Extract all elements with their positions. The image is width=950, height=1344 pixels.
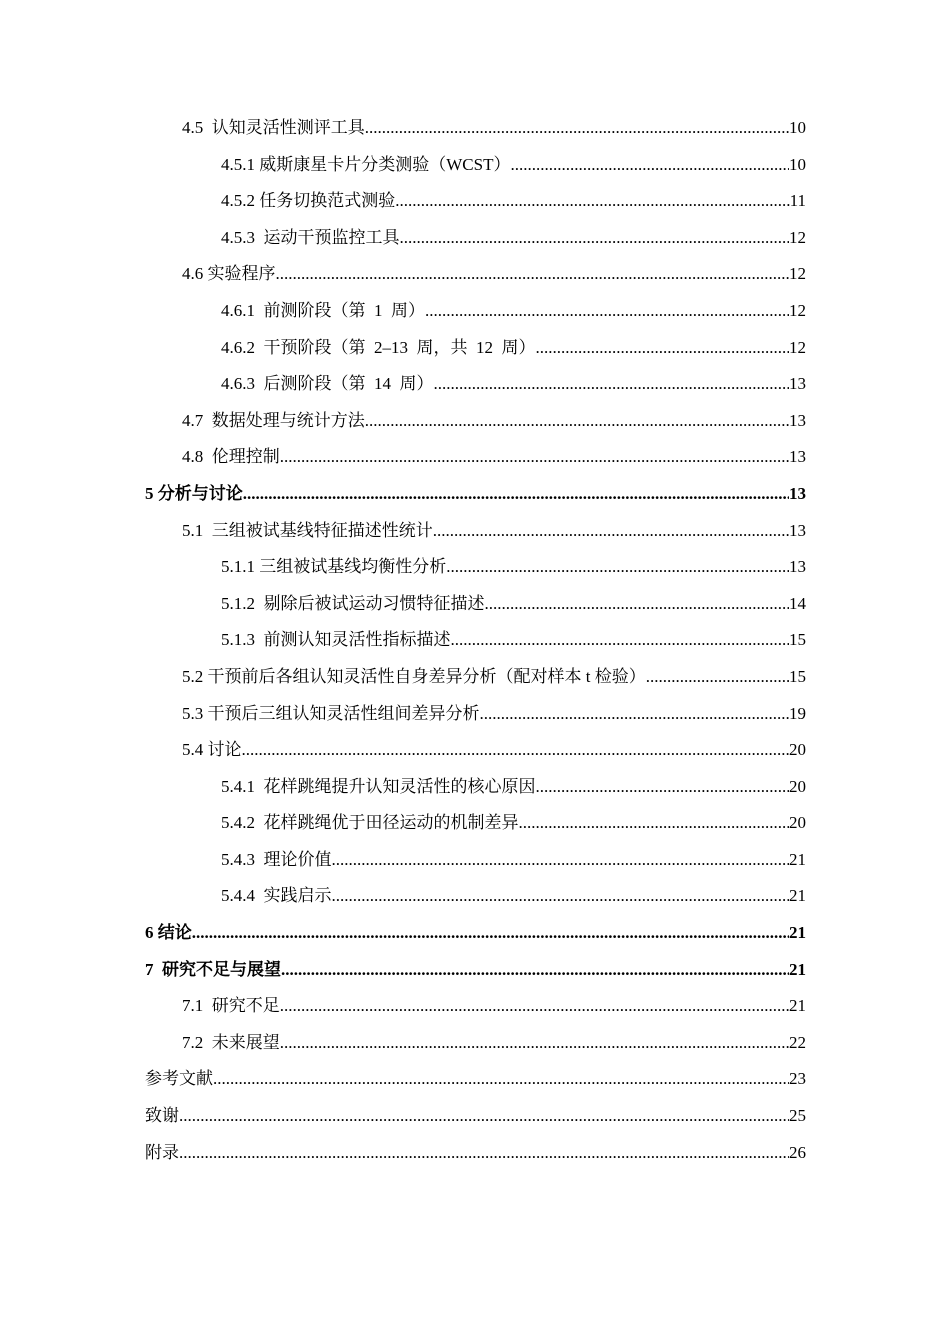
toc-entry-title: 4.6.3 后测阶段（第 14 周） (221, 374, 434, 394)
toc-dot-leader (519, 805, 790, 842)
toc-entry[interactable] (0, 513, 950, 550)
toc-page-number: 15 (789, 630, 806, 650)
toc-dot-leader (280, 988, 789, 1025)
toc-dot-leader (179, 1135, 789, 1172)
toc-dot-leader (243, 476, 789, 513)
toc-entry[interactable] (0, 988, 950, 1025)
toc-entry[interactable] (0, 549, 950, 586)
toc-entry-title: 7.2 未来展望 (182, 1032, 280, 1052)
toc-entry-title: 5.1.2 剔除后被试运动习惯特征描述 (221, 593, 485, 613)
toc-entry[interactable] (0, 586, 950, 623)
toc-entry-title: 5.4.2 花样跳绳优于田径运动的机制差异 (221, 813, 519, 833)
toc-entry-title: 5 分析与讨论 (145, 483, 243, 503)
toc-entry-title: 5.1 三组被试基线特征描述性统计 (182, 520, 433, 540)
toc-dot-leader (179, 1098, 789, 1135)
toc-page-number: 22 (789, 1032, 806, 1052)
toc-entry[interactable] (0, 147, 950, 184)
toc-page-number: 15 (789, 666, 806, 686)
toc-page-number: 21 (789, 923, 806, 943)
toc-dot-leader (451, 622, 790, 659)
toc-entry-title: 7.1 研究不足 (182, 996, 280, 1016)
toc-entry-title: 致谢 (145, 1106, 179, 1126)
toc-entry-title: 附录 (145, 1142, 179, 1162)
toc-page-number: 23 (789, 1069, 806, 1089)
toc-entry[interactable] (0, 293, 950, 330)
toc-page-number: 20 (789, 740, 806, 760)
toc-entry[interactable] (0, 403, 950, 440)
toc-entry-title: 4.7 数据处理与统计方法 (182, 410, 365, 430)
table-of-contents (0, 110, 950, 1171)
toc-entry[interactable] (0, 915, 950, 952)
toc-page-number: 13 (789, 483, 806, 503)
toc-dot-leader (395, 183, 789, 220)
toc-entry-title: 5.3 干预后三组认知灵活性组间差异分析 (182, 703, 480, 723)
toc-entry[interactable] (0, 1025, 950, 1062)
toc-entry[interactable] (0, 659, 950, 696)
toc-dot-leader (536, 330, 790, 367)
toc-page-number: 21 (789, 886, 806, 906)
toc-page-number: 21 (789, 959, 806, 979)
toc-page-number: 10 (789, 154, 806, 174)
toc-dot-leader (480, 696, 790, 733)
toc-entry-title: 4.6.1 前测阶段（第 1 周） (221, 300, 425, 320)
toc-entry-title: 4.5 认知灵活性测评工具 (182, 118, 365, 137)
toc-dot-leader (536, 769, 790, 806)
toc-entry[interactable] (0, 732, 950, 769)
toc-page-number: 13 (789, 374, 806, 394)
toc-entry[interactable] (0, 878, 950, 915)
toc-page-number: 10 (789, 118, 806, 137)
toc-entry-title: 4.5.2 任务切换范式测验 (221, 191, 396, 211)
toc-entry-title: 5.4 讨论 (182, 740, 242, 760)
toc-page-number: 26 (789, 1142, 806, 1162)
toc-entry[interactable] (0, 256, 950, 293)
toc-dot-leader (434, 366, 790, 403)
toc-page-number: 12 (789, 300, 806, 320)
toc-page-number: 13 (789, 557, 806, 577)
toc-entry[interactable] (0, 842, 950, 879)
toc-entry-title: 4.8 伦理控制 (182, 447, 280, 467)
toc-entry-title: 4.6 实验程序 (182, 264, 276, 284)
toc-entry[interactable] (0, 769, 950, 806)
toc-entry[interactable] (0, 110, 950, 147)
toc-page-number: 13 (789, 410, 806, 430)
toc-dot-leader (280, 439, 789, 476)
toc-dot-leader (485, 586, 790, 623)
toc-entry[interactable] (0, 183, 950, 220)
toc-page-number: 25 (789, 1106, 806, 1126)
toc-dot-leader (510, 147, 789, 184)
toc-dot-leader (365, 110, 789, 147)
toc-page-number: 12 (789, 264, 806, 284)
toc-entry[interactable] (0, 622, 950, 659)
toc-dot-leader (332, 878, 790, 915)
toc-entry-title: 6 结论 (145, 923, 192, 943)
toc-entry-title: 5.1.1 三组被试基线均衡性分析 (221, 557, 447, 577)
toc-page-number: 12 (789, 227, 806, 247)
toc-entry[interactable] (0, 366, 950, 403)
toc-entry[interactable] (0, 1061, 950, 1098)
toc-entry[interactable] (0, 330, 950, 367)
toc-dot-leader (276, 256, 790, 293)
toc-entry[interactable] (0, 1098, 950, 1135)
toc-page-number: 12 (789, 337, 806, 357)
toc-entry[interactable] (0, 696, 950, 733)
toc-page-number: 21 (789, 996, 806, 1016)
toc-page-number: 20 (789, 813, 806, 833)
toc-entry-title: 4.5.1 威斯康星卡片分类测验（WCST） (221, 154, 511, 174)
toc-page-number: 13 (789, 520, 806, 540)
toc-entry[interactable] (0, 1135, 950, 1172)
toc-dot-leader (433, 513, 789, 550)
toc-entry-title: 5.4.1 花样跳绳提升认知灵活性的核心原因 (221, 776, 536, 796)
toc-entry[interactable] (0, 805, 950, 842)
toc-dot-leader (365, 403, 789, 440)
toc-entry-title: 5.2 干预前后各组认知灵活性自身差异分析（配对样本 t 检验） (182, 666, 646, 686)
toc-page-number: 19 (789, 703, 806, 723)
toc-dot-leader (281, 952, 789, 989)
toc-dot-leader (280, 1025, 789, 1062)
toc-entry-title: 5.4.3 理论价值 (221, 849, 332, 869)
toc-dot-leader (332, 842, 790, 879)
toc-dot-leader (242, 732, 790, 769)
toc-entry-title: 4.5.3 运动干预监控工具 (221, 227, 400, 247)
toc-page-number: 14 (789, 593, 806, 613)
toc-entry[interactable] (0, 220, 950, 257)
toc-dot-leader (192, 915, 789, 952)
toc-entry-title: 5.1.3 前测认知灵活性指标描述 (221, 630, 451, 650)
toc-entry[interactable] (0, 952, 950, 989)
toc-dot-leader (400, 220, 790, 257)
toc-entry-title: 7 研究不足与展望 (145, 959, 281, 979)
toc-page-number: 21 (789, 849, 806, 869)
toc-dot-leader (213, 1061, 789, 1098)
toc-dot-leader (646, 659, 789, 696)
toc-page-number: 13 (789, 447, 806, 467)
toc-page-number: 20 (789, 776, 806, 796)
toc-dot-leader (446, 549, 789, 586)
toc-entry[interactable] (0, 439, 950, 476)
toc-entry[interactable] (0, 476, 950, 513)
toc-entry-title: 4.6.2 干预阶段（第 2–13 周，共 12 周） (221, 337, 536, 357)
toc-dot-leader (425, 293, 789, 330)
toc-page-number: 11 (789, 191, 806, 211)
toc-entry-title: 参考文献 (145, 1069, 213, 1089)
toc-entry-title: 5.4.4 实践启示 (221, 886, 332, 906)
